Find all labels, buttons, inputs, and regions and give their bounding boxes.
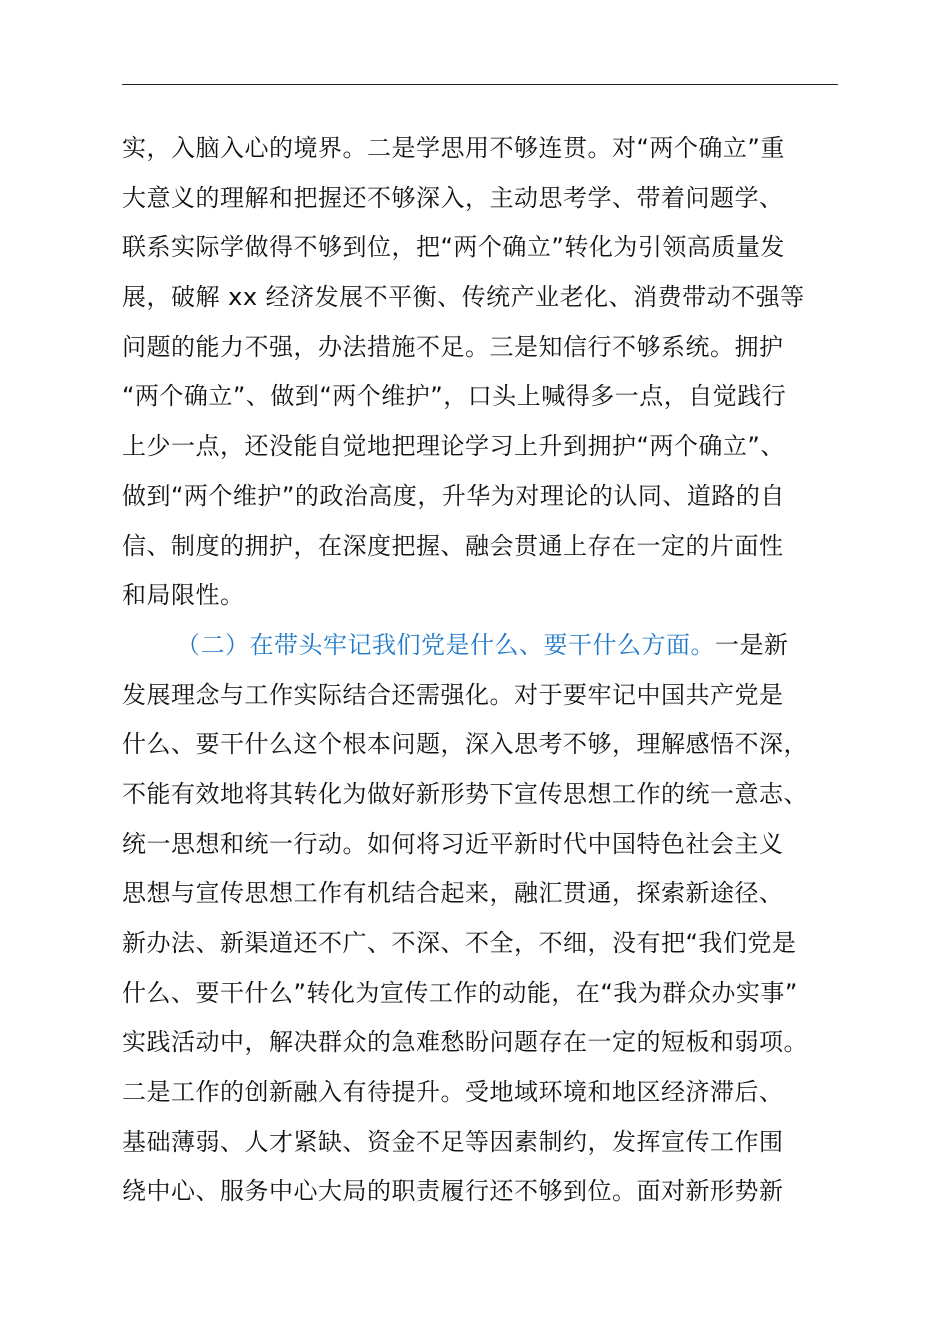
text-line: 联系实际学做得不够到位，把“两个确立”转化为引领高质量发 bbox=[122, 233, 785, 262]
text-line: 统一思想和统一行动。如何将习近平新时代中国特色社会主义 bbox=[122, 829, 784, 858]
section-heading: （二）在带头牢记我们党是什么、要干什么方面。 bbox=[176, 630, 715, 659]
text-line: “两个确立”、做到“两个维护”，口头上喊得多一点，自觉践行 bbox=[122, 382, 787, 411]
body-text bbox=[122, 124, 862, 1217]
text-line: 什么、要干什么”转化为宣传工作的动能，在“我为群众办实事” bbox=[122, 978, 798, 1007]
text-line: 大意义的理解和把握还不够深入，主动思考学、带着问题学、 bbox=[122, 183, 784, 212]
text-line: 实，入脑入心的境界。二是学思用不够连贯。对“两个确立”重 bbox=[122, 134, 785, 162]
header-rule bbox=[122, 84, 838, 85]
text-line: 新办法、新渠道还不广、不深、不全，不细，没有把“我们党是 bbox=[122, 929, 797, 957]
text-line: 什么、要干什么这个根本问题，深入思考不够，理解感悟不深， bbox=[122, 730, 808, 759]
text-line: 基础薄弱、人才紧缺、资金不足等因素制约，发挥宣传工作围 bbox=[122, 1127, 784, 1156]
text-line: 发展理念与工作实际结合还需强化。对于要牢记中国共产党是 bbox=[122, 680, 784, 709]
section-first-line bbox=[122, 621, 862, 671]
text-line: 做到“两个维护”的政治高度，升华为对理论的认同、道路的自 bbox=[122, 481, 785, 510]
text-line: 和局限性。 bbox=[122, 581, 245, 610]
text-line: 不能有效地将其转化为做好新形势下宣传思想工作的统一意志、 bbox=[122, 779, 808, 808]
text-line: 上少一点，还没能自觉地把理论学习上升到拥护“两个确立”、 bbox=[122, 432, 785, 461]
text-line: 问题的能力不强，办法措施不足。三是知信行不够系统。拥护 bbox=[122, 332, 784, 361]
text-line: 展，破解 xx 经济发展不平衡、传统产业老化、消费带动不强等 bbox=[122, 283, 805, 312]
section-first-line-rest: 一是新 bbox=[715, 630, 789, 659]
text-line: 二是工作的创新融入有待提升。受地域环境和地区经济滞后、 bbox=[122, 1078, 784, 1107]
text-line: 实践活动中，解决群众的急难愁盼问题存在一定的短板和弱项。 bbox=[122, 1028, 808, 1057]
text-line: 绕中心、服务中心大局的职责履行还不够到位。面对新形势新 bbox=[122, 1177, 784, 1206]
text-line: 信、制度的拥护，在深度把握、融会贯通上存在一定的片面性 bbox=[122, 531, 784, 560]
text-line: 思想与宣传思想工作有机结合起来，融汇贯通，探索新途径、 bbox=[122, 879, 784, 908]
